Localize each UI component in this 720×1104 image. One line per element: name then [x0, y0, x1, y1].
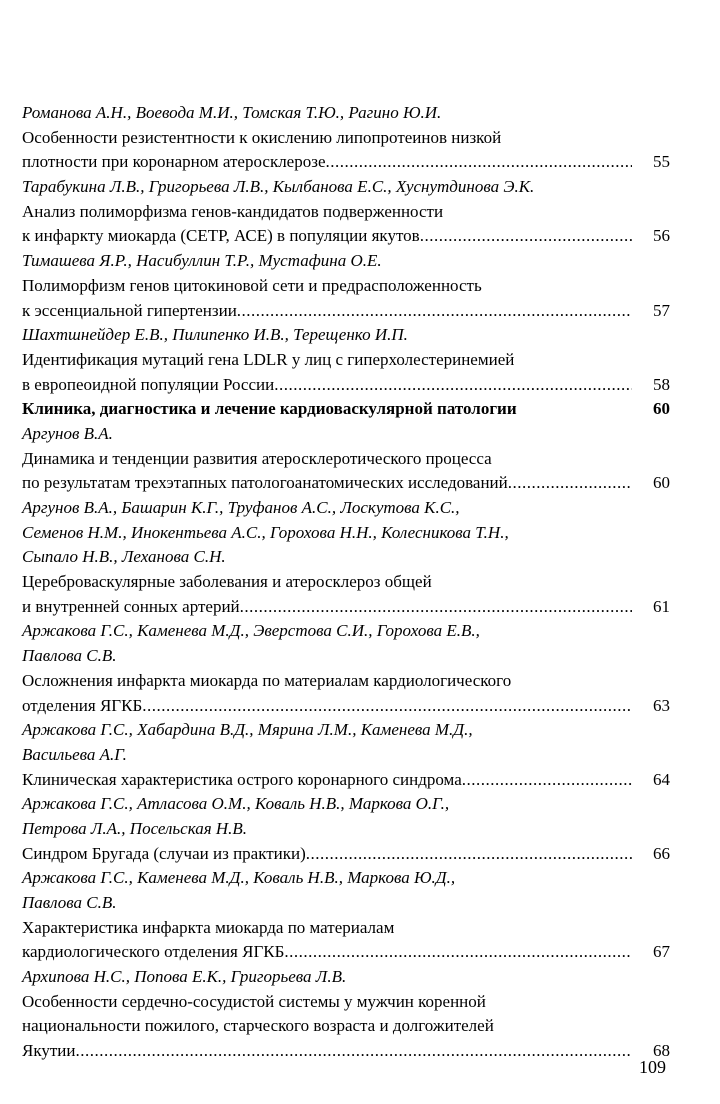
entry-title: Особенности сердечно-сосудистой системы у мужчин коренной — [22, 991, 486, 1011]
entry-title: Динамика и тенденции развития атеросклеротического процесса — [22, 448, 492, 468]
dot-leader — [274, 373, 632, 398]
entry-title: Клиническая характеристика острого коронарного синдрома — [22, 769, 462, 789]
entry-title: Синдром Бругада (случаи из практики) — [22, 843, 306, 863]
toc-entry — [22, 323, 670, 397]
entry-title: Осложнения инфаркта миокарда по материалам кардиологического — [22, 670, 512, 690]
entry-page: 60 — [653, 473, 670, 493]
entry-page: 63 — [653, 695, 670, 715]
toc-entry — [22, 249, 670, 323]
entry-title-last-line — [22, 842, 670, 867]
entry-authors: Аржакова Г.С., Каменева М.Д., Эверстова С.И., Горохова Е.В., — [22, 621, 480, 641]
dot-leader — [284, 940, 632, 965]
entry-title: Цереброваскулярные заболевания и атеросклероз общей — [22, 572, 432, 592]
entry-title: Анализ полиморфизма генов-кандидатов подверженности — [22, 201, 444, 221]
toc-entry — [22, 718, 670, 792]
toc-entry — [22, 792, 670, 866]
toc-entry — [22, 422, 670, 496]
toc-entry — [22, 619, 670, 718]
entry-authors: Аржакова Г.С., Каменева М.Д., Коваль Н.В., Маркова Ю.Д., — [22, 868, 456, 888]
toc-entry — [22, 175, 670, 249]
entry-title: Идентификация мутаций гена LDLR у лиц с гиперхолестеринемией — [22, 349, 515, 369]
dot-leader — [240, 595, 632, 620]
entry-authors: Петрова Л.А., Посельская Н.В. — [22, 818, 248, 838]
entry-title: к эссенциальной гипертензии — [22, 300, 237, 320]
entry-authors: Васильева А.Г. — [22, 744, 127, 764]
entry-title: Особенности резистентности к окислению липопротеинов низкой — [22, 127, 502, 147]
entry-title-last-line — [22, 694, 670, 719]
entry-title: плотности при коронарном атеросклерозе — [22, 152, 326, 172]
entry-authors: Аргунов В.А., Башарин К.Г., Труфанов А.С., Лоскутова К.С., — [22, 498, 460, 517]
entry-page: 56 — [653, 226, 670, 246]
entry-title: в европеоидной популяции России — [22, 374, 275, 394]
entry-title-last-line — [22, 150, 670, 175]
page-number: 109 — [639, 1057, 666, 1077]
entry-page: 58 — [653, 374, 670, 394]
entry-title-last-line — [22, 595, 670, 620]
dot-leader — [75, 1039, 632, 1064]
entry-authors: Тарабукина Л.В., Григорьева Л.В., Кылбанова Е.С., Хуснутдинова Э.К. — [22, 177, 535, 197]
dot-leader — [306, 842, 632, 867]
entry-page: 64 — [653, 769, 670, 789]
entry-title: к инфаркту миокарда (СЕТР, АСЕ) в популяции якутов — [22, 226, 420, 246]
entry-authors: Аржакова Г.С., Хабардина В.Д., Мярина Л.М., Каменева М.Д., — [22, 720, 473, 740]
entry-title-last-line — [22, 768, 670, 793]
entry-page: 66 — [653, 843, 670, 863]
entry-title-last-line — [22, 299, 670, 324]
entry-authors: Шахтшнейдер Е.В., Пилипенко И.В., Терещенко И.П. — [22, 325, 408, 345]
entry-page: 61 — [653, 596, 670, 616]
table-of-contents — [22, 101, 670, 1064]
toc-entry — [22, 965, 670, 1064]
entry-title-last-line — [22, 940, 670, 965]
entry-title: и внутренней сонных артерий — [22, 596, 240, 616]
entry-page: 67 — [653, 942, 670, 962]
entry-authors: Павлова С.В. — [22, 646, 117, 666]
dot-leader — [462, 768, 632, 793]
entry-title-last-line — [22, 1039, 670, 1064]
toc-entry — [22, 866, 670, 965]
entry-title: отделения ЯГКБ — [22, 695, 143, 715]
dot-leader — [420, 224, 632, 249]
entry-authors: Сыпало Н.В., Леханова С.Н. — [22, 547, 226, 567]
entry-authors: Аргунов В.А. — [22, 423, 113, 443]
entry-page: 57 — [653, 300, 670, 320]
entry-title-last-line — [22, 373, 670, 398]
entry-authors: Тимашева Я.Р., Насибуллин Т.Р., Мустафина О.Е. — [22, 251, 382, 271]
dot-leader — [508, 471, 632, 496]
dot-leader — [326, 150, 633, 175]
section-heading — [22, 397, 670, 422]
entry-title: кардиологического отделения ЯГКБ — [22, 942, 285, 962]
section-title: Клиника, диагностика и лечение кардиоваскулярной патологии — [22, 399, 517, 419]
entry-title: Якутии — [22, 1041, 76, 1061]
entry-authors: Архипова Н.С., Попова Е.К., Григорьева Л.В. — [22, 967, 347, 987]
entry-authors: Аржакова Г.С., Атласова О.М., Коваль Н.В., Маркова О.Г., — [22, 794, 450, 814]
entry-authors: Павлова С.В. — [22, 893, 117, 912]
entry-page: 55 — [653, 152, 670, 172]
entry-title: Полиморфизм генов цитокиновой сети и предрасположенность — [22, 275, 482, 295]
entry-authors: Семенов Н.М., Инокентьева А.С., Горохова Н.Н., Колесникова Т.Н., — [22, 522, 509, 542]
entry-authors: Романова А.Н., Воевода М.И., Томская Т.Ю., Рагино Ю.И. — [22, 103, 442, 122]
section-page: 60 — [653, 399, 670, 419]
entry-title-last-line — [22, 471, 670, 496]
toc-entry — [22, 101, 670, 175]
entry-page: 68 — [653, 1041, 670, 1061]
dot-leader — [142, 694, 632, 719]
entry-title: Характеристика инфаркта миокарда по материалам — [22, 917, 395, 937]
entry-title: по результатам трехэтапных патологоанатомических исследований — [22, 473, 508, 493]
dot-leader — [237, 299, 632, 324]
toc-entry — [22, 496, 670, 619]
entry-title-last-line — [22, 224, 670, 249]
entry-title: национальности пожилого, старческого возраста и долгожителей — [22, 1016, 494, 1036]
